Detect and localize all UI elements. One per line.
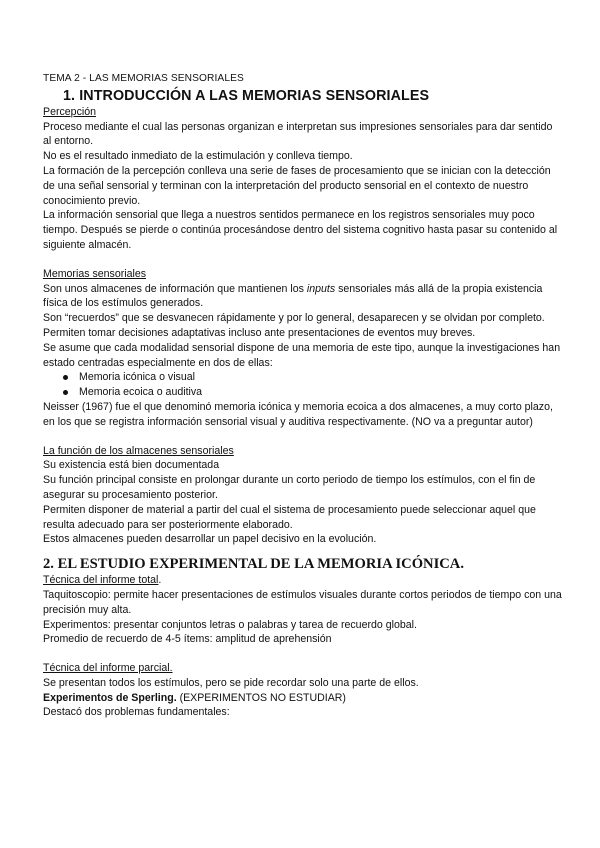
text-run: sensoriales más allá de la propia existencia física de los estímulos generados.	[43, 282, 543, 310]
paragraph: Estos almacenes pueden desarrollar un papel decisivo en la evolución.	[43, 533, 377, 546]
paragraph	[43, 282, 563, 312]
bullet-icon	[63, 375, 68, 380]
paragraph: Permiten tomar decisiones adaptativas incluso ante presentaciones de eventos muy breves.	[43, 326, 476, 339]
list-item-label: Memoria ecoica o auditiva	[79, 386, 203, 399]
paragraph: Promedio de recuerdo de 4-5 ítems: amplitud de aprehensión	[43, 633, 332, 646]
paragraph: No es el resultado inmediato de la estimulación y conlleva tiempo.	[43, 150, 353, 163]
paragraph: Su existencia está bien documentada	[43, 459, 220, 472]
text-run: (EXPERIMENTOS NO ESTUDIAR)	[176, 691, 346, 704]
paragraph: La formación de la percepción conlleva una serie de fases de procesamiento que se inician con la detección de una señal sensorial y terminan con la interpretación del producto sensorial en el contexto de nuestro conocimiento previo.	[43, 164, 551, 207]
subheading-label: Técnica del informe total	[43, 574, 159, 587]
paragraph: Proceso mediante el cual las personas organizan e interpretan sus impresiones sensoriales para dar sentido al entorno.	[43, 120, 553, 148]
paragraph: Son “recuerdos” que se desvanecen rápidamente y por lo general, desaparecen y se olvidan por completo.	[43, 312, 545, 325]
spacer	[43, 430, 563, 444]
list-item	[63, 370, 563, 385]
topic-title: TEMA 2 - LAS MEMORIAS SENSORIALES	[43, 73, 244, 84]
subheading-informe-parcial: Técnica del informe parcial.	[43, 662, 173, 675]
paragraph: Neisser (1967) fue el que denominó memoria icónica y memoria ecoica a dos almacenes, a muy corto plazo, en los que se registra información sensorial visual y auditiva respectivamente. (NO va a preguntar autor)	[43, 400, 553, 428]
paragraph	[43, 691, 563, 706]
spacer	[43, 547, 563, 555]
subheading-memorias-sensoriales: Memorias sensoriales	[43, 267, 147, 280]
subheading-informe-total	[43, 573, 563, 588]
bold-text: Experimentos de Sperling.	[43, 691, 177, 704]
paragraph: Permiten disponer de material a partir del cual el sistema de procesamiento puede seleccionar aquel que resulta adecuado para ser posteriormente elaborado.	[43, 503, 536, 531]
paragraph: Se presentan todos los estímulos, pero se pide recordar solo una parte de ellos.	[43, 676, 419, 689]
section-heading-introduccion: 1. INTRODUCCIÓN A LAS MEMORIAS SENSORIALES	[63, 87, 430, 104]
list-item-label: Memoria icónica o visual	[79, 371, 195, 384]
paragraph: Destacó dos problemas fundamentales:	[43, 706, 230, 719]
document-body	[43, 72, 563, 720]
text-run: Son unos almacenes de información que mantienen los	[43, 282, 307, 295]
emphasis-text: inputs	[306, 282, 336, 295]
subheading-funcion-almacenes: La función de los almacenes sensoriales	[43, 444, 234, 457]
section-heading-estudio-experimental: 2. EL ESTUDIO EXPERIMENTAL DE LA MEMORIA ICÓNICA.	[43, 556, 464, 573]
paragraph: Su función principal consiste en prolongar durante un corto periodo de tiempo los estímulos, con el fin de asegurar su procesamiento posterior.	[43, 474, 536, 501]
bullet-icon	[63, 390, 68, 395]
list-item	[63, 385, 563, 400]
spacer	[43, 253, 563, 267]
subheading-tail: .	[158, 574, 162, 587]
bullet-list	[43, 370, 563, 400]
spacer	[43, 647, 563, 661]
paragraph: Se asume que cada modalidad sensorial dispone de una memoria de este tipo, aunque la investigaciones han estado centradas especialmente en dos de ellas:	[43, 341, 561, 369]
subheading-percepcion: Percepción	[43, 105, 96, 118]
paragraph: Taquitoscopio: permite hacer presentaciones de estímulos visuales durante cortos periodos de tiempo con una precisión muy alta.	[43, 588, 562, 616]
paragraph: Experimentos: presentar conjuntos letras o palabras y tarea de recuerdo global.	[43, 618, 417, 631]
paragraph: La información sensorial que llega a nuestros sentidos permanece en los registros sensoriales muy poco tiempo. Después se pierde o continúa procesándose dentro del sistema cognitivo hasta pasar su contenido al siguiente almacén.	[43, 209, 558, 251]
